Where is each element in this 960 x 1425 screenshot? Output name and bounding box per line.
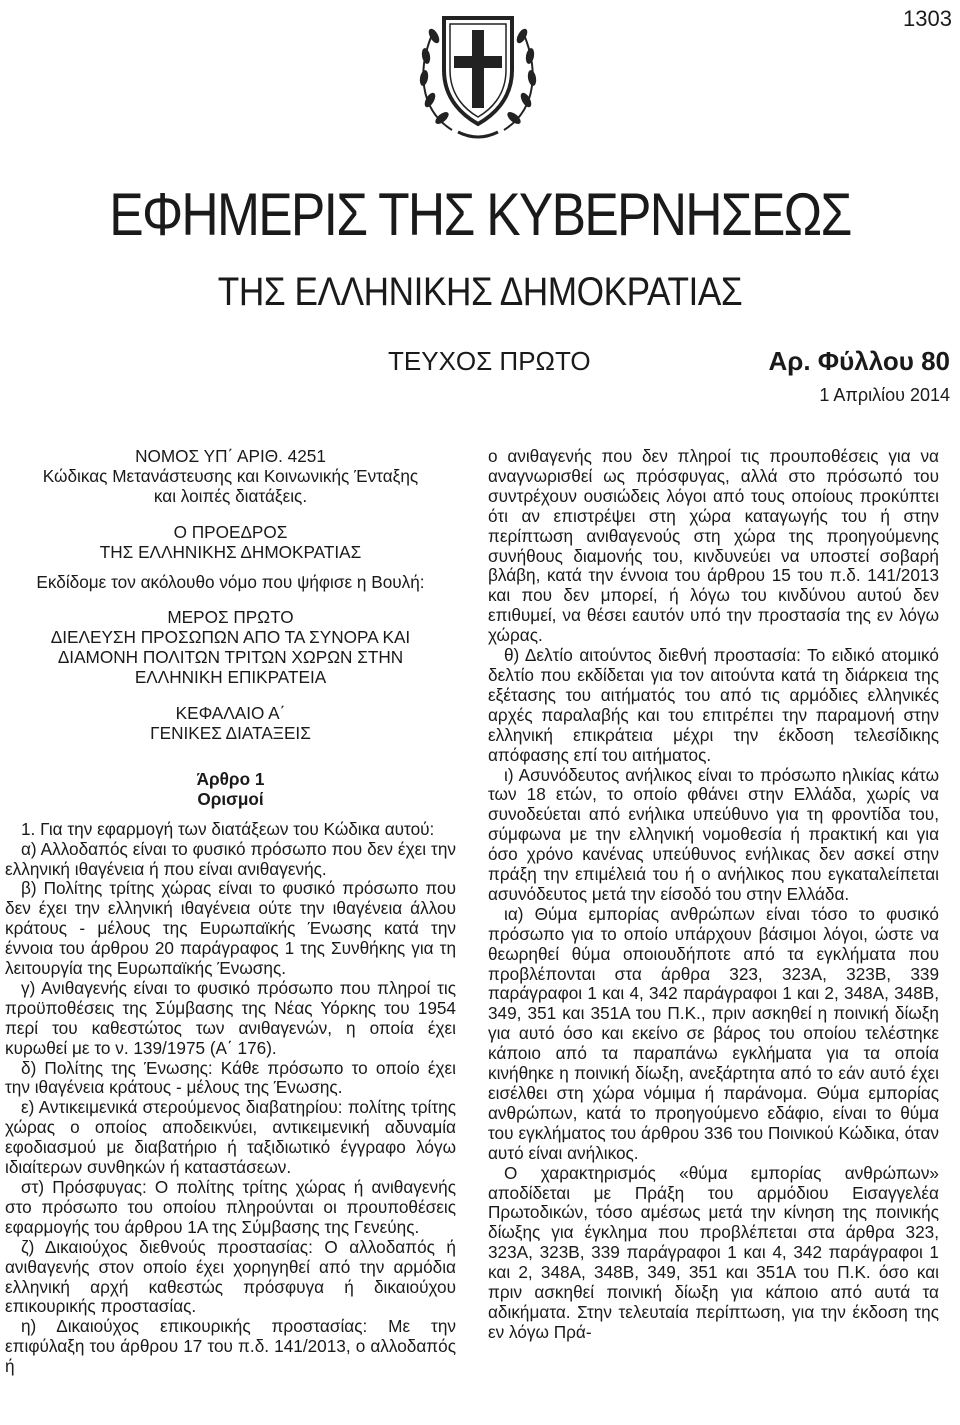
article-heading: Ορισμοί bbox=[197, 788, 264, 809]
gazette-title: ΕΦΗΜΕΡΙΣ ΤΗΣ ΚΥΒΕΡΝΗΣΕΩΣ bbox=[109, 181, 851, 248]
article-paragraph: γ) Ανιθαγενής είναι το φυσικό πρόσωπο που πληροί τις προϋποθέσεις της Σύμβασης της Νέας Υόρκης του 1954 περί του καθεστώτος των ανιθαγενών, η οποία έχει κυρωθεί με το ν. 139/1975 (Α΄ 176). bbox=[5, 977, 456, 1058]
law-title-line: και λοιπές διατάξεις. bbox=[153, 485, 308, 506]
chapter-heading: ΓΕΝΙΚΕΣ ΔΙΑΤΑΞΕΙΣ bbox=[150, 722, 311, 743]
article-paragraph: ε) Αντικειμενικά στερούμενος διαβατηρίου: πολίτης τρίτης χώρας ο οποίος αποδεικνύει, αντικειμενική αδυναμία εφοδιασμού με διαβατήριο ή ταξιδιωτικό έγγραφο λόγω ιδιαίτερων συνθηκών ή καταστάσεων. bbox=[5, 1097, 456, 1178]
issue-date: 1 Απριλίου 2014 bbox=[819, 385, 950, 405]
gazette-subtitle: ΤΗΣ ΕΛΛΗΝΙΚΗΣ ΔΗΜΟΚΡΑΤΙΑΣ bbox=[217, 270, 743, 314]
article-paragraph: δ) Πολίτης της Ένωσης: Κάθε πρόσωπο το οποίο έχει την ιθαγένεια κράτους - μέλους της Ένωσης. bbox=[5, 1057, 456, 1098]
promulgation-text: Εκδίδομε τον ακόλουθο νόμο που ψήφισε η Βουλή: bbox=[36, 571, 425, 592]
article-title: Άρθρο 1 bbox=[196, 768, 265, 789]
greek-coat-of-arms-icon bbox=[412, 0, 544, 145]
part-heading-line: ΔΙΑΜΟΝΗ ΠΟΛΙΤΩΝ ΤΡΙΤΩΝ ΧΩΡΩΝ ΣΤΗΝ bbox=[57, 647, 404, 668]
article-paragraph: ια) Θύμα εμπορίας ανθρώπων είναι τόσο το φυσικό πρόσωπο για το οποίο υπάρχουν βάσιμοι λόγοι, ώστε να θεωρηθεί θύμα οποιουδήποτε από τα εγκλήματα που προβλέπονται στα άρθρα 323, 323Α, 323Β, 339 παράγραφοι 1 και 4, 342 παράγραφοι 1 και 2, 348Α, 348Β, 349, 351 και 351Α του Π.Κ., πριν ασκηθεί η ποινική δίωξη για αυτό όσο και εκείνο σε βάρος του οποίου τελέστηκε κάποιο από τα παραπάνω εγκλήματα για τα οποία κινήθηκε η ποινική δίωξη, ανεξάρτητα από το εάν αυτό έχει εισέλθει στη χώρα νόμιμα ή παράνομα. Θύμα εμπορίας ανθρώπων, κατά το προηγούμενο εδάφιο, είναι το θύμα του εγκλήματος του άρθρου 336 του Ποινικού Κώδικα, όταν αυτό είναι ανήλικος. bbox=[488, 903, 939, 1163]
article-paragraph: 1. Για την εφαρμογή των διατάξεων του Κώδικα αυτού: bbox=[21, 818, 435, 839]
law-title-line: Κώδικας Μετανάστευσης και Κοινωνικής Ένταξης bbox=[42, 465, 419, 486]
article-paragraph: θ) Δελτίο αιτούντος διεθνή προστασία: Το ειδικό ατομικό δελτίο που εκδίδεται για τον αιτούντα κατά τη διάρκεια της εξέτασης του αιτήματός του από τις αρμόδιες ελληνικές αρχές παραλαβής και του επιτρέπει την παραμονή στην ελληνική επικράτεια μέχρι την έκδοση τελεσίδικης απόφασης επί του αιτήματος. bbox=[488, 645, 939, 765]
law-number: ΝΟΜΟΣ ΥΠ΄ ΑΡΙΘ. 4251 bbox=[135, 446, 326, 466]
left-column bbox=[5, 447, 456, 1377]
article-paragraph: β) Πολίτης τρίτης χώρας είναι το φυσικό πρόσωπο που δεν έχει την ελληνική ιθαγένεια ούτε την ιθαγένεια άλλου κράτους - μέλους της Ευρωπαϊκής Ένωσης κατά την έννοια του άρθρου 20 παράγραφος 1 της Συνθήκης για τη λειτουργία της Ευρωπαϊκής Ένωσης. bbox=[5, 878, 456, 979]
article-paragraph: α) Αλλοδαπός είναι το φυσικό πρόσωπο που δεν έχει την ελληνική ιθαγένεια ή που είναι ανιθαγενής. bbox=[5, 838, 456, 879]
page-number: 1303 bbox=[903, 6, 952, 31]
article-paragraph: Ο χαρακτηρισμός «θύμα εμπορίας ανθρώπων» αποδίδεται με Πράξη του αρμόδιου Εισαγγελέα Πρωτοδικών, τόσο αμέσως μετά την κίνηση της ποινικής δίωξης για έγκλημα που προβλέπεται στα άρθρα 323, 323Α, 323Β, 339 παράγραφοι 1 και 4, 342 παράγραφοι 1 και 2, 348Α, 348Β, 349, 351 και 351Α του Π.Κ. όσο και πριν ασκηθεί ποινική δίωξη για κάποιο από αυτά τα αδικήματα. Στην τελευταία περίπτωση, για την έκδοση της εν λόγω Πρά- bbox=[488, 1162, 939, 1342]
president-heading: Ο ΠΡΟΕΔΡΟΣ bbox=[173, 521, 288, 542]
issue-series: ΤΕΥΧΟΣ ΠΡΩΤΟ bbox=[388, 346, 591, 376]
article-paragraph: στ) Πρόσφυγας: Ο πολίτης τρίτης χώρας ή ανιθαγενής στο πρόσωπο του οποίου πληρούνται οι προυποθέσεις εφαρμογής του άρθρου 1Α της Σύμβασης της Γενεύης. bbox=[5, 1177, 456, 1237]
sheet-number: Αρ. Φύλλου 80 bbox=[768, 346, 950, 376]
part-heading-line: ΕΛΛΗΝΙΚΗ ΕΠΙΚΡΑΤΕΙΑ bbox=[134, 667, 327, 688]
right-column bbox=[488, 447, 939, 1343]
article-paragraph: ο ανιθαγενής που δεν πληροί τις προυποθέσεις για να αναγνωρισθεί ως πρόσφυγας, αλλά στο πρόσωπό του συντρέχουν ουσιώδεις λόγοι από τους οποίους προκύπτει ότι αν επιστρέψει στη χώρα καταγωγής του ή στην περίπτωση ανιθαγενούς στη χώρα της προηγούμενης συνήθους διαμονής του, κινδυνεύει να υποστεί σοβαρή βλάβη, κατά την έννοια του άρθρου 15 του π.δ. 141/2013 και που δεν μπορεί, ή λόγω του κινδύνου αυτού δεν επιθυμεί, να θέσει εαυτόν υπό την προστασία της εν λόγω χώρας. bbox=[488, 446, 939, 646]
article-paragraph: ι) Ασυνόδευτος ανήλικος είναι το πρόσωπο ηλικίας κάτω των 18 ετών, το οποίο φθάνει στην Ελλάδα, χωρίς να συνοδεύεται από ενήλικα υπεύθυνο για τη φροντίδα του, σύμφωνα με την ελληνική νομοθεσία ή πρακτική και για όσο χρόνο κανένας υπεύθυνος ενήλικας δεν ασκεί στην πράξη την επιμέλειά του ή ο ανήλικος που εγκαταλείπεται ασυνόδευτος μετά την είσοδό του στην Ελλάδα. bbox=[488, 764, 939, 904]
part-title: ΜΕΡΟΣ ΠΡΩΤΟ bbox=[167, 607, 294, 628]
article-paragraph: η) Δικαιούχος επικουρικής προστασίας: Με την επιφύλαξη του άρθρου 17 του π.δ. 141/2013, ο αλλοδαπός ή bbox=[5, 1316, 456, 1377]
president-heading: ΤΗΣ ΕΛΛΗΝΙΚΗΣ ΔΗΜΟΚΡΑΤΙΑΣ bbox=[99, 541, 362, 562]
article-paragraph: ζ) Δικαιούχος διεθνούς προστασίας: Ο αλλοδαπός ή ανιθαγενής στον οποίο έχει χορηγηθεί από την αρμόδια ελληνική αρχή καθεστώς πρόσφυγα ή δικαιούχου επικουρικής προστασίας. bbox=[5, 1236, 456, 1317]
part-heading-line: ΔΙΕΛΕΥΣΗ ΠΡΟΣΩΠΩΝ ΑΠΟ ΤΑ ΣΥΝΟΡΑ ΚΑΙ bbox=[50, 627, 411, 648]
chapter-title: ΚΕΦΑΛΑΙΟ Α΄ bbox=[175, 703, 286, 724]
